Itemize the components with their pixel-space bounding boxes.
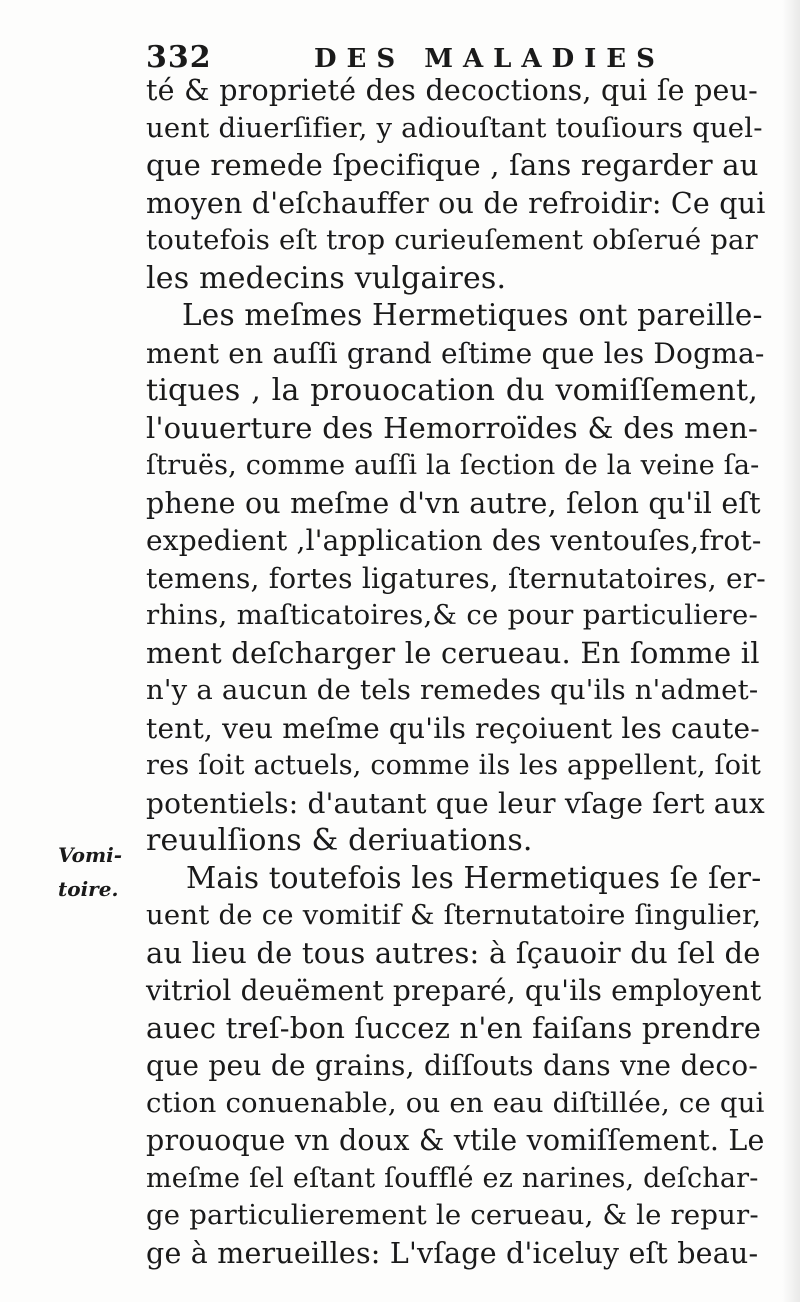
text-line: ſtruës, comme auſſi la ſection de la veine ſa- xyxy=(146,450,760,481)
text-line: temens, fortes ligatures, ſternutatoires, er- xyxy=(146,561,766,595)
text-line: ment deſcharger le cerueau. En ſomme il xyxy=(146,635,760,670)
text-line: ge particulierement le cerueau, & le repur- xyxy=(146,1199,759,1231)
text-line: rhins, maſticatoires,& ce pour particuliere- xyxy=(146,599,758,631)
text-line: les medecins vulgaires. xyxy=(146,260,507,296)
text-line: prouoque vn doux & vtile vomiſſement. Le xyxy=(146,1124,765,1157)
text-line: uent de ce vomitif & ſternutatoire ſingulier, xyxy=(146,899,762,931)
text-line: l'ouuerture des Hemorroïdes & des men- xyxy=(146,410,758,445)
text-line: meſme ſel eſtant ſoufflé ez narines, deſchar- xyxy=(146,1162,759,1194)
page-number: 332 xyxy=(146,40,212,75)
text-line: Mais toutefois les Hermetiques ſe ſer- xyxy=(186,860,762,895)
text-line: Les meſmes Hermetiques ont pareille- xyxy=(182,298,763,332)
text-line: uent diuerſifier, y adiouſtant touſiours quel- xyxy=(146,111,763,144)
page-gutter-shadow xyxy=(782,0,800,1302)
text-line: au lieu de tous autres: à ſçauoir du ſel de xyxy=(146,935,761,970)
text-line: ment en auſſi grand eſtime que les Dogma- xyxy=(146,336,765,370)
text-line: potentiels: d'autant que leur vſage ſert aux xyxy=(146,786,765,820)
text-line: vitriol deuëment preparé, qu'ils employent xyxy=(146,974,762,1007)
text-line: que remede ſpecifique , ſans regarder au xyxy=(146,148,759,182)
text-line: phene ou meſme d'vn autre, ſelon qu'il eſt xyxy=(146,486,761,520)
running-head: DES MALADIES xyxy=(314,44,665,74)
text-line: auec treſ-bon ſuccez n'en faiſans prendre xyxy=(146,1010,762,1045)
text-line: reuulſions & deriuations. xyxy=(146,823,533,858)
margin-note xyxy=(58,838,122,906)
text-line: té & proprieté des decoctions, qui ſe peu- xyxy=(146,74,758,107)
text-line: moyen d'eſchauffer ou de refroidir: Ce qui xyxy=(146,186,766,220)
text-line: que peu de grains, diſſouts dans vne deco- xyxy=(146,1049,758,1082)
text-line: ge à merueilles: L'vſage d'iceluy eſt beau- xyxy=(146,1236,759,1270)
text-line: expedient ,l'application des ventouſes,frot- xyxy=(146,524,762,557)
text-line: res ſoit actuels, comme ils les appellent, ſoit xyxy=(146,750,762,781)
margin-note-line: toire. xyxy=(58,877,119,901)
text-line: tent, veu meſme qu'ils reçoiuent les caute- xyxy=(146,711,760,745)
text-line: ction conuenable, ou en eau diſtillée, ce qui xyxy=(146,1086,765,1119)
body-text xyxy=(146,72,766,1272)
text-line: tiques , la prouocation du vomiſſement, xyxy=(146,373,758,408)
margin-note-line: Vomi- xyxy=(58,843,123,867)
text-line: toutefois eſt trop curieuſement obſerué par xyxy=(146,224,758,256)
text-line: n'y a aucun de tels remedes qu'ils n'admet- xyxy=(146,674,759,706)
